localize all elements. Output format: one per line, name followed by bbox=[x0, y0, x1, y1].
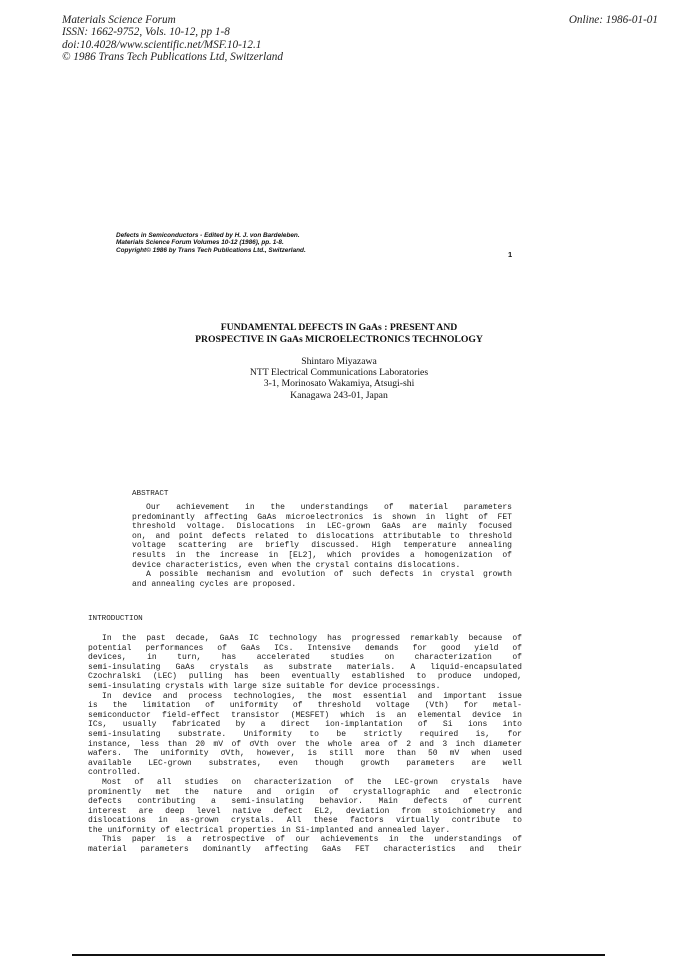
text-line: A possible mechanism and evolution of such defects in crystal growth bbox=[146, 570, 512, 580]
text-line: the uniformity of electrical properties in Si-implanted and annealed layer. bbox=[88, 825, 451, 835]
journal-metadata bbox=[62, 14, 283, 64]
text-line: threshold voltage. Dislocations in LEC-grown GaAs are mainly focused bbox=[132, 522, 512, 532]
text-line: potential performances of GaAs ICs. Intensive demands for good yield of bbox=[88, 643, 522, 653]
publication-info bbox=[116, 232, 306, 254]
issn-volume-pages: ISSN: 1662-9752, Vols. 10-12, pp 1-8 bbox=[62, 26, 230, 39]
text-line: defects contributing a semi-insulating behavior. Main defects of current bbox=[88, 797, 522, 807]
text-line: In device and process technologies, the most essential and important issue bbox=[102, 691, 522, 701]
text-line: ICs, usually fabricated by a direct ion-implantation of Si ions into bbox=[88, 720, 522, 730]
text-line: Czochralski (LEC) pulling has been eventually established to produce undoped, bbox=[88, 672, 522, 682]
text-line: results in the increase in [EL2], which provides a homogenization of bbox=[132, 550, 512, 560]
pubinfo-copyright: Copyright© 1986 by Trans Tech Publications Ltd., Switzerland. bbox=[116, 246, 306, 254]
title-line-2: PROSPECTIVE IN GaAs MICROELECTRONICS TECHNOLOGY bbox=[195, 333, 483, 345]
paper-title bbox=[0, 322, 678, 345]
affiliation-line-3: Kanagawa 243-01, Japan bbox=[290, 389, 388, 401]
footer-rule bbox=[72, 954, 605, 956]
pubinfo-edited-by: Defects in Semiconductors - Edited by H. J. von Bardeleben. bbox=[116, 232, 300, 239]
text-line: device characteristics, even when the crystal contains dislocations. bbox=[132, 560, 461, 570]
text-line: available LEC-grown substrates, even though growth parameters are well bbox=[88, 758, 522, 768]
text-line: is the limitation of uniformity of threshold voltage (Vth) for metal- bbox=[88, 701, 522, 711]
online-date: Online: 1986-01-01 bbox=[568, 14, 658, 26]
copyright-line: © 1986 Trans Tech Publications Ltd, Switzerland bbox=[62, 51, 283, 64]
text-line: wafers. The uniformity σVth, however, is still more than 50 mV when used bbox=[88, 749, 522, 759]
text-line: Most of all studies on characterization of the LEC-grown crystals have bbox=[102, 777, 522, 787]
text-line: predominantly affecting GaAs microelectronics is shown in light of FET bbox=[132, 512, 512, 522]
journal-name: Materials Science Forum bbox=[62, 14, 176, 26]
text-line: semi-insulating substrate. Uniformity to be strictly required is, for bbox=[88, 729, 522, 739]
text-line: prominently met the nature and origin of crystallographic and electronic bbox=[88, 787, 522, 797]
author-name: Shintaro Miyazawa bbox=[301, 356, 377, 367]
text-line: semiconductor field-effect transistor (MESFET) which is an elemental device in bbox=[88, 710, 522, 720]
text-line: interest are deep level native defect EL2, deviation from stoichiometry and bbox=[88, 806, 522, 816]
author-block bbox=[0, 356, 678, 401]
text-line: Our achievement in the understandings of material parameters bbox=[146, 503, 512, 512]
text-line: and annealing cycles are proposed. bbox=[132, 579, 297, 589]
text-line: semi-insulating crystals with large size suitable for device processings. bbox=[88, 681, 441, 691]
text-line: on, and point defects related to dislocations attributable to threshold bbox=[132, 531, 512, 541]
page-number: 1 bbox=[508, 250, 513, 259]
doi-link[interactable]: doi:10.4028/www.scientific.net/MSF.10-12.1 bbox=[62, 38, 262, 51]
text-line: voltage scattering are briefly discussed. High temperature annealing bbox=[132, 541, 512, 551]
text-line: dislocations in as-grown crystals. All these factors virtually contribute to bbox=[88, 816, 522, 826]
abstract-body bbox=[132, 503, 512, 589]
text-line: This paper is a retrospective of our achievements in the understandings of bbox=[102, 835, 522, 845]
text-line: In the past decade, GaAs IC technology has progressed remarkably because of bbox=[102, 634, 522, 643]
introduction-body bbox=[88, 634, 522, 855]
abstract-heading: ABSTRACT bbox=[132, 490, 169, 498]
pubinfo-volumes: Materials Science Forum Volumes 10-12 (1986), pp. 1-8. bbox=[116, 239, 284, 247]
text-line: semi-insulating GaAs crystals as substrate materials. A liquid-encapsulated bbox=[88, 662, 522, 672]
text-line: instance, less than 20 mV of σVth over the whole area of 2 and 3 inch diameter bbox=[88, 739, 522, 749]
text-line: controlled. bbox=[88, 768, 142, 778]
text-line: material parameters dominantly affecting GaAs FET characteristics and their bbox=[88, 845, 522, 855]
title-line-1: FUNDAMENTAL DEFECTS IN GaAs : PRESENT AND bbox=[220, 322, 458, 333]
affiliation-line-1: NTT Electrical Communications Laboratories bbox=[249, 367, 429, 379]
text-line: devices, in turn, has accelerated studies on characterization of bbox=[88, 653, 522, 663]
introduction-heading: INTRODUCTION bbox=[88, 615, 143, 623]
affiliation-line-2: 3-1, Morinosato Wakamiya, Atsugi-shi bbox=[263, 378, 415, 390]
